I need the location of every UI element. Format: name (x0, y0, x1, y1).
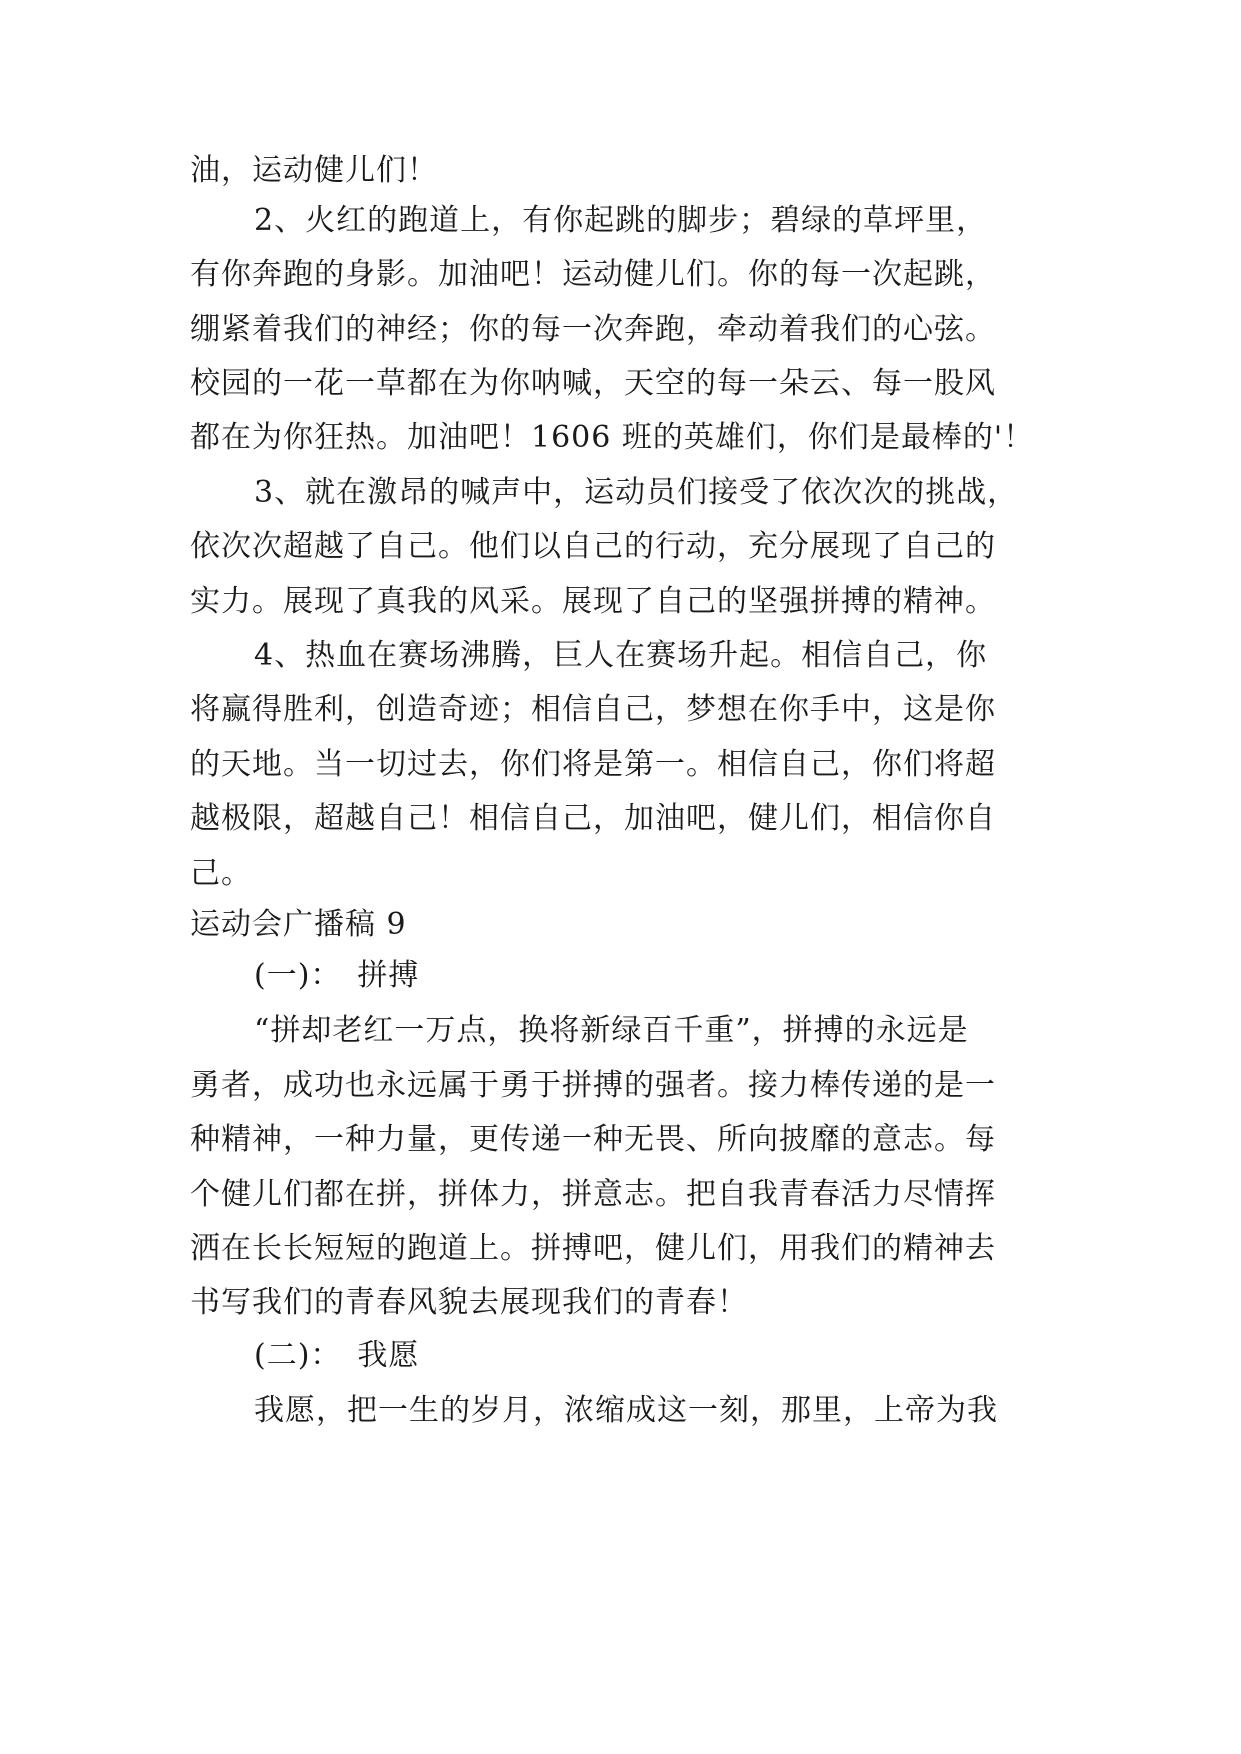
text-line: 绷紧着我们的神经；你的每一次奔跑，牵动着我们的心弦。 (190, 312, 996, 347)
text-line: 的天地。当一切过去，你们将是第一。相信自己，你们将超 (190, 747, 996, 782)
section-title: 运动会广播稿 9 (190, 907, 407, 942)
text-line: 有你奔跑的身影。加油吧！运动健儿们。你的每一次起跳， (190, 257, 996, 292)
text-line: “拼却老红一万点，换将新绿百千重”，拼搏的永远是 (254, 1013, 969, 1048)
text-line: 洒在长长短短的跑道上。拼搏吧，健儿们，用我们的精神去 (190, 1231, 996, 1266)
text-line: 都在为你狂热。加油吧！1606 班的英雄们，你们是最棒的'！ (190, 420, 1035, 455)
text-line: 2、火红的跑道上，有你起跳的脚步；碧绿的草坪里， (254, 203, 988, 238)
text-line: 4、热血在赛场沸腾，巨人在赛场升起。相信自己，你 (254, 638, 988, 673)
subsection-heading: (一)： 拼搏 (254, 958, 420, 993)
text-line: 实力。展现了真我的风采。展现了自己的坚强拼搏的精神。 (190, 584, 996, 619)
text-line: 油，运动健儿们！ (190, 153, 438, 188)
text-line: 书写我们的青春风貌去展现我们的青春！ (190, 1285, 748, 1320)
text-line: 勇者，成功也永远属于勇于拼搏的强者。接力棒传递的是一 (190, 1068, 996, 1103)
text-line: 越极限，超越自己！相信自己，加油吧，健儿们，相信你自 (190, 801, 996, 836)
subsection-heading: (二)： 我愿 (254, 1338, 420, 1373)
text-line: 3、就在激昂的喊声中，运动员们接受了依次次的挑战， (254, 475, 1019, 510)
text-line: 种精神，一种力量，更传递一种无畏、所向披靡的意志。每 (190, 1122, 996, 1157)
text-line: 我愿，把一生的岁月，浓缩成这一刻，那里，上帝为我 (254, 1393, 998, 1428)
text-line: 依次次超越了自己。他们以自己的行动，充分展现了自己的 (190, 529, 996, 564)
text-line: 个健儿们都在拼，拼体力，拼意志。把自我青春活力尽情挥 (190, 1177, 996, 1212)
text-line: 校园的一花一草都在为你呐喊，天空的每一朵云、每一股风 (190, 366, 996, 401)
text-line: 己。 (190, 856, 252, 891)
text-line: 将赢得胜利，创造奇迹；相信自己，梦想在你手中，这是你 (190, 692, 996, 727)
